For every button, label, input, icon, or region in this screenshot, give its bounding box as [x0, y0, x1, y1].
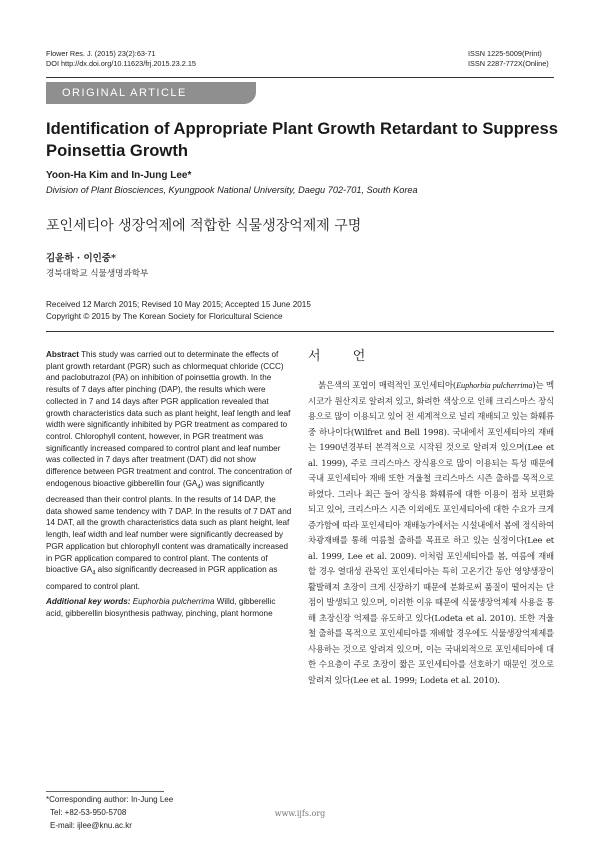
section-rule	[46, 331, 554, 332]
issn-online: ISSN 2287-772X(Online)	[468, 59, 549, 68]
korean-authors: 김윤하 · 이인중*	[46, 253, 116, 264]
intro-text-b: )는 멕시코가 원산지로 알려져 있고, 화려한 색상으로 인해 크리스마스 장식용으로 많이 이용되고 있어 전 세계적으로 널리 재배되고 있는 화훼류 중 하나이다(Wilfret and Bell 1998). 국내에서 포인세티아의 재배는 1990년경부터 본격적으로 시작된 것으로 알려져 있으며(Lee et al. 1999), 주로 크리스마스 장식용으로 많이 이용되는 특성 때문에 국내 포인세티아 재배 또한 겨울철 크리스마스 시즌 출하를 목적으로 하였다. 그러나 최근 들어 장식용 화훼류에 대한 이용이 점차 보편화 되고 있어, 크리스마스 시즌 이외에도 포인세티아에 대한 수요가 크게 증가함에 따라 포인세티아 재배농가에서는 시설내에서 봄에 정식하여 차광재배를 통해 여름철 출하를 목표로 하고 있는 실정이다(Lee et al. 1999, Lee et al. 2009). 이처럼 포인세티아를 봄, 여름에 재배할 경우 열대성 관목인 포인세티아는 특히 고온기간 동안 영양생장이 활발해져 초장이 크게 신장하기 때문에 분화로써 품질이 떨어지는 단점이 발생되고 있으며, 이러한 이유 때문에 식물생장억제제 사용을 통해 초장신장 억제를 유도하고 있다(Lodeta et al. 2010). 또한 겨울철 출하를 목적으로 포인세티아를 재배할 경우에도 식물생장억제제를 사용하는 것으로 알려져 있으며, 이는 국내외적으로 포인세티아에 대한 수요층이 주로 초장이 짧은 포인세티아를 선호하기 때문인 것으로 알려져 있다(Lee et al. 1999; Lodeta et al. 2010).	[308, 380, 554, 685]
header-rule	[46, 77, 554, 78]
doi-line[interactable]: DOI http://dx.doi.org/10.11623/frj.2015.23.2.15	[46, 59, 196, 68]
intro-heading: 서 언	[308, 349, 380, 364]
intro-species: Euphorbia pulcherrima	[456, 381, 533, 390]
keywords	[46, 596, 292, 619]
abstract-column	[46, 349, 292, 624]
abstract-text-2: ) was significantly decreased than their control plants. In the results of 14 DAP, the data showed same tendency with 7 DAP. In the results of 7 DAT and 14 DAT, all the growth characteristics data such as plant height, leaf length, leaf width and leaf number were significantly decreased by PGR application but chlorophyll content was dramatically increased in PGR application compared to control plant. The contents of bioactive GA	[46, 478, 292, 575]
abstract-text: This study was carried out to determinate the effects of plant growth retardant (PGR) such as chlormequat chloride (CCC) and paclobutrazol (PA) on inhibition of poinsettia growth. In the results of 7 days after pinching (DAP), the results which were collected in 7 and 14 days after PGR application revealed that growth characteristics data such as plant height, leaf length and leaf width were significantly inhibited by PGR treatment as compared to control. Chlorophyll content, however, in PGR treatment was significantly increased compared to control plant and leaf number was collected in 7 days after treatment (DAT) did not show difference between PGR treatment and control. The concentration of endogenous bioactive gibberellin four (GA	[46, 350, 292, 488]
keywords-rest: Willd, gibberellic acid, gibberellin biosynthesis pathway, pinching, plant hormone	[46, 597, 276, 619]
article-dates	[46, 299, 311, 323]
affiliation: Division of Plant Biosciences, Kyungpook National University, Daegu 702-701, South Korea	[46, 185, 418, 195]
journal-line: Flower Res. J. (2015) 23(2):63-71	[46, 49, 156, 58]
issn-block	[468, 49, 549, 69]
received-dates: Received 12 March 2015; Revised 10 May 2015; Accepted 15 June 2015	[46, 300, 311, 309]
issn-print: ISSN 1225-5009(Print)	[468, 49, 542, 58]
intro-paragraph	[308, 378, 554, 688]
ga-subscript-2: 4	[92, 570, 96, 577]
article-title: Identification of Appropriate Plant Growth Retardant to Suppress Poinsettia Growth	[46, 119, 558, 160]
abstract-label: Abstract	[46, 350, 79, 359]
korean-affiliation: 경북대학교 식물생명과학부	[46, 269, 149, 279]
ga-subscript: 4	[197, 484, 201, 491]
footnote-rule	[46, 791, 164, 792]
intro-text-a: 붉은색의 포엽이 매력적인 포인세티아(	[318, 380, 457, 390]
keywords-label: Additional key words:	[46, 597, 131, 607]
authors: Yoon-Ha Kim and In-Jung Lee*	[46, 170, 192, 181]
corr-author: *Corresponding author: In-Jung Lee	[46, 795, 174, 804]
article-type-banner: ORIGINAL ARTICLE	[46, 82, 256, 104]
footer-url[interactable]: www.ijfs.org	[274, 809, 326, 818]
abstract-text-3: also significantly decreased in PGR application as compared to control plant.	[46, 565, 278, 591]
abstract	[46, 349, 292, 592]
korean-title: 포인세티아 생장억제에 적합한 식물생장억제제 구명	[46, 218, 362, 234]
journal-citation	[46, 49, 196, 69]
keywords-species: Euphorbia pulcherrima	[132, 597, 215, 607]
intro-column	[308, 348, 554, 688]
corr-tel: Tel: +82-53-950-5708	[50, 808, 127, 817]
copyright: Copyright © 2015 by The Korean Society for Floricultural Science	[46, 312, 283, 321]
corr-email[interactable]: E-mail: ijlee@knu.ac.kr	[50, 821, 132, 830]
